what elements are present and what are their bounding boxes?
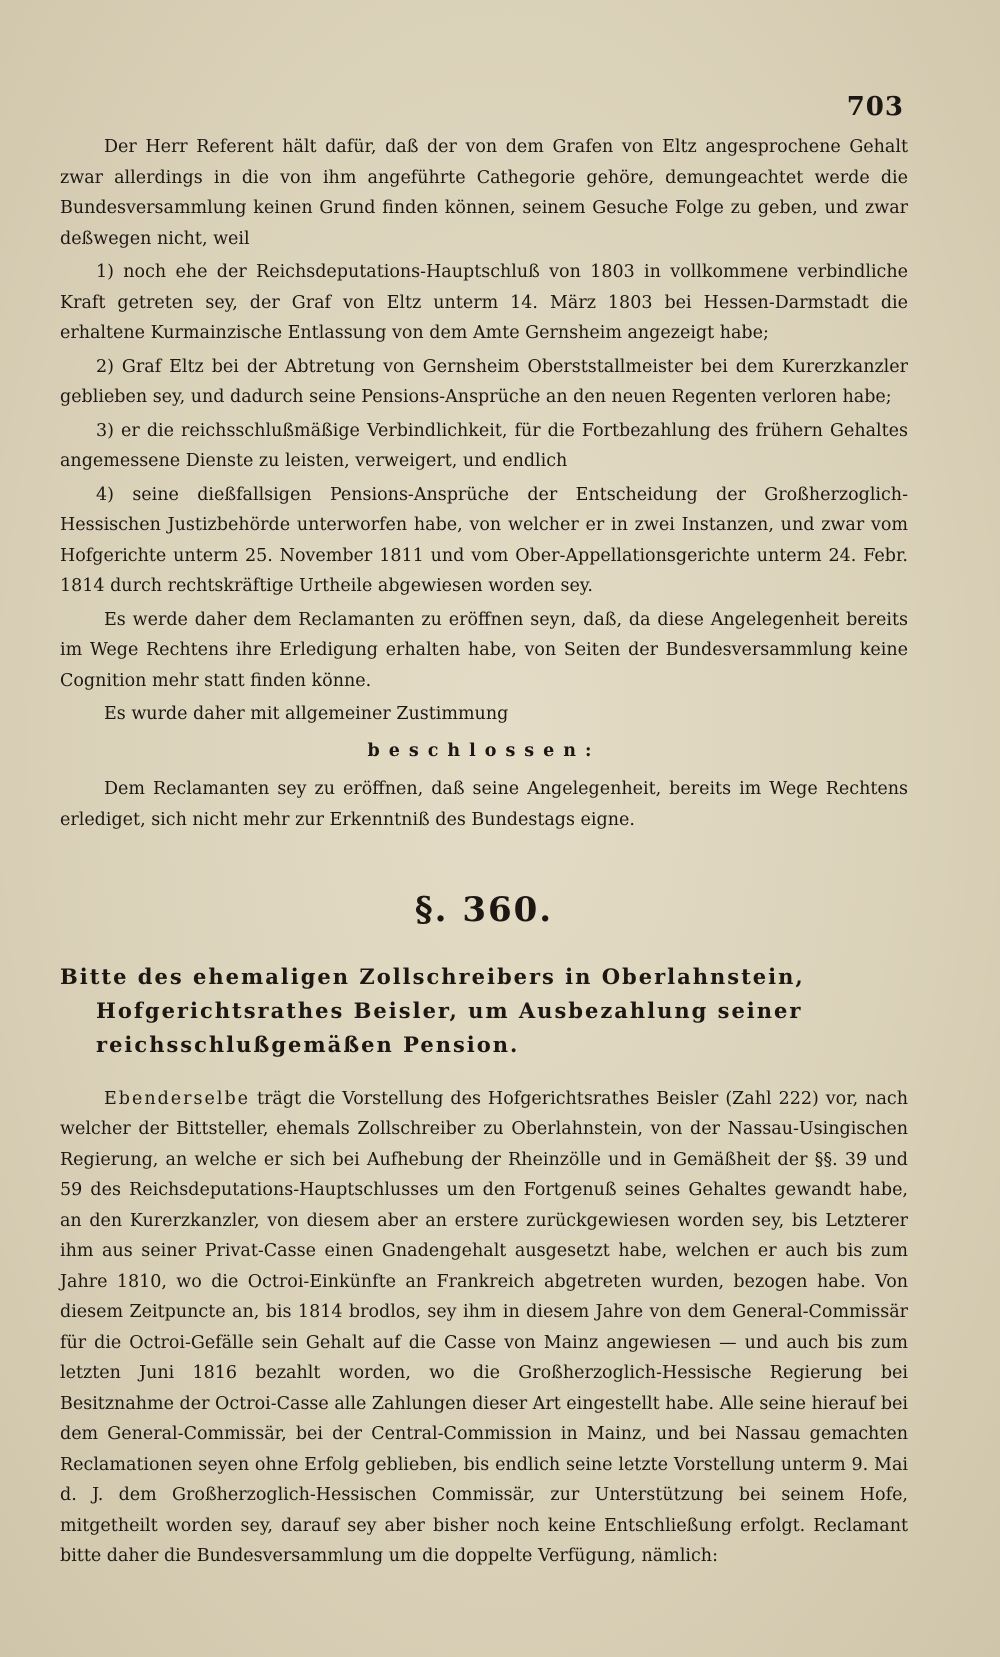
assent-paragraph: Es wurde daher mit allgemeiner Zustimmung	[104, 704, 509, 724]
section-body-text: trägt die Vorstellung des Hofgerichtsrathes Beisler (Zahl 222) vor, nach welcher der Bittsteller, ehemals Zollschreiber zu Oberlahnstein, von der Nassau-Usingischen Regierung, an welche er sich bei Aufhebung der Rheinzölle und in Gemäßheit der §§. 39 und 59 des Reichsdeputations-Hauptschlusses um den Fortgenuß seines Gehaltes gewandt habe, an den Kurerzkanzler, von diesem aber an erstere zurückgewiesen worden sey, bis Letzterer ihm aus seiner Privat-Casse einen Gnadengehalt ausgesetzt habe, welchen er auch bis zum Jahre 1810, wo die Octroi-Einkünfte an Frankreich abgetreten wurden, bezogen habe. Von diesem Zeitpuncte an, bis 1814 brodlos, sey ihm in diesem Jahre von dem General-Commissär für die Octroi-Gefälle sein Gehalt auf die Casse von Mainz angewiesen — und auch bis zum letzten Juni 1816 bezahlt worden, wo die Großherzoglich-Hessische Regierung bei Besitznahme der Octroi-Casse alle Zahlungen dieser Art eingestellt habe. Alle seine hierauf bei dem General-Commissär, bei der Central-Commission in Mainz, und bei Nassau gemachten Reclamationen seyen ohne Erfolg geblieben, bis endlich seine letzte Vorstellung unterm 9. Mai d. J. dem Großherzoglich-Hessischen Commissär, zur Unterstützung bei seinem Hofe, mitgetheilt worden sey, darauf sey aber bisher noch keine Entschließung erfolgt. Reclamant bitte daher die Bundesversammlung um die doppelte Verfügung, nämlich:	[60, 1088, 908, 1566]
section-lead-word: Ebenderselbe	[104, 1088, 251, 1109]
resolved-label: beschlossen:	[367, 740, 601, 761]
page-content	[60, 132, 908, 1575]
section-body-paragraph	[60, 1084, 908, 1572]
conclusion-paragraph: Es werde daher dem Reclamanten zu eröffnen seyn, daß, da diese Angelegenheit bereits im Wege Rechtens ihre Erledigung erhalten habe, von Seiten der Bundesversammlung keine Cognition mehr statt finden könne.	[60, 609, 908, 691]
reason-4: 4) seine dießfallsigen Pensions-Ansprüche der Entscheidung der Großherzoglich-Hessischen Justizbehörde unterworfen habe, von welcher er in zwei Instanzen, und zwar vom Hofgerichte unterm 25. November 1811 und vom Ober-Appellationsgerichte unterm 24. Febr. 1814 durch rechtskräftige Urtheile abgewiesen worden sey.	[60, 484, 908, 596]
reason-1: 1) noch ehe der Reichsdeputations-Hauptschluß von 1803 in vollkommene verbindliche Kraft getreten sey, der Graf von Eltz unterm 14. März 1803 bei Hessen-Darmstadt die erhaltene Kurmainzische Entlassung von dem Amte Gernsheim angezeigt habe;	[60, 262, 908, 343]
section-title: Bitte des ehemaligen Zollschreibers in Oberlahnstein, Hofgerichtsrathes Beisler, um Ausbezahlung seiner reichsschlußgemäßen Pension.	[60, 963, 805, 1057]
intro-paragraph: Der Herr Referent hält dafür, daß der von dem Grafen von Eltz angesprochene Gehalt zwar allerdings in die von ihm angeführte Cathegorie gehöre, demungeachtet werde die Bundesversammlung keinen Grund finden können, seinem Gesuche Folge zu geben, und zwar deßwegen nicht, weil	[60, 137, 908, 249]
page-number: 703	[846, 92, 904, 122]
section-number: §. 360.	[414, 890, 554, 930]
reason-2: 2) Graf Eltz bei der Abtretung von Gernsheim Oberststallmeister bei dem Kurerzkanzler geblieben sey, und dadurch seine Pensions-Ansprüche an den neuen Regenten verloren habe;	[60, 356, 908, 407]
reason-3: 3) er die reichsschlußmäßige Verbindlichkeit, für die Fortbezahlung des frühern Gehaltes angemessene Dienste zu leisten, verweigert, und endlich	[60, 420, 908, 471]
resolution-paragraph: Dem Reclamanten sey zu eröffnen, daß seine Angelegenheit, bereits im Wege Rechtens erlediget, sich nicht mehr zur Erkenntniß des Bundestags eigne.	[60, 779, 908, 830]
